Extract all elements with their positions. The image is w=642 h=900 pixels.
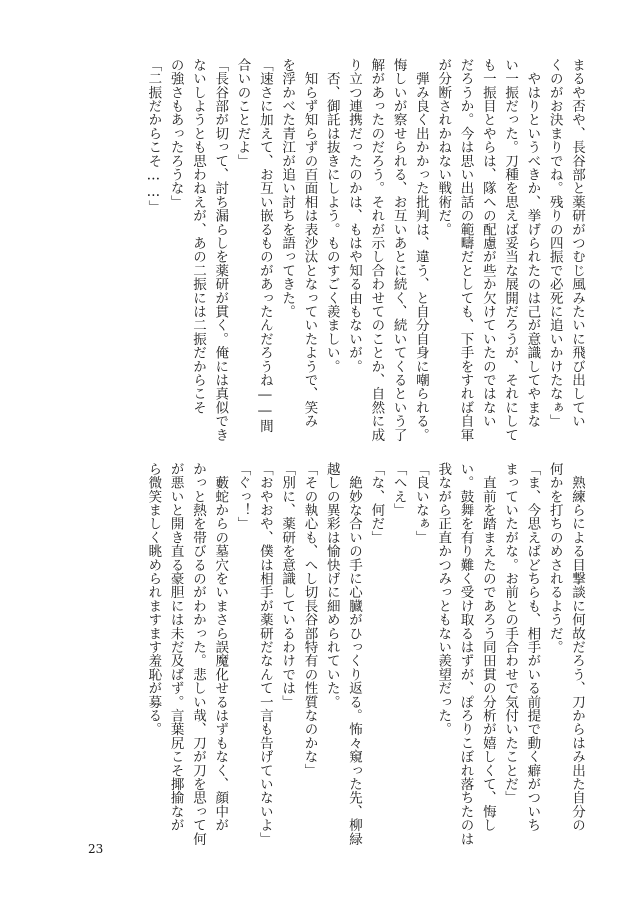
text-column: まっていたがな。お前との手合わせで気付いたことだ」 (502, 462, 519, 805)
upper-text-block (142, 58, 588, 442)
text-column: 越しの異彩は愉快げに細められていた。 (323, 462, 340, 709)
text-column: 「良いなぁ」 (412, 462, 429, 545)
text-column: も一振目とやらは、隊への配慮が些か欠けていたのではない (479, 58, 496, 428)
page-number: 23 (88, 842, 104, 856)
text-column: 直前を踏まえたのであろう同田貫の分析が嬉しくて、悔し (479, 462, 496, 832)
text-column: 弾み良く出かかった批判は、違う、と自分自身に嘲られる。 (412, 58, 429, 442)
text-column: 我ながら正直かつみっともない羨望だった。 (435, 462, 452, 736)
text-column: り立つ連携だったのかは、もはや知る由もないが。 (346, 58, 363, 374)
text-column: の強さもあったろうな」 (167, 58, 184, 209)
text-column: 知らず知らずの百面相は表沙汰となっていたようで、笑み (301, 58, 318, 428)
text-column: まるや否や、長谷部と薬研がつむじ風みたいに飛び出してい (569, 58, 585, 428)
text-column: やはりというべきか、挙げられたのは己が意識してやまな (524, 58, 541, 428)
text-column: くのがお決まりでね。残りの四振で必死に追いかけたなぁ」 (546, 58, 563, 428)
text-column: 解があったのだろう。それが示し合わせてのことか、自然に成 (368, 58, 385, 442)
text-column: ないしようとも思わねえが、あの二振には二振だからこそ (189, 58, 206, 415)
text-column: が悪いと開き直る豪胆には未だ及ばず。言葉尻こそ揶揄なが (167, 462, 184, 832)
text-column: 熟練らによる目撃談に何故だろう、刀からはみ出た自分の (569, 462, 585, 832)
text-column: 「な、何だ」 (368, 462, 385, 545)
text-column: ら微笑ましく眺められますます羞恥が募る。 (145, 462, 162, 736)
lower-text-block (142, 462, 588, 846)
text-column: 「速さに加えて、お互い嵌るものがあったんだろうね――間 (256, 58, 273, 433)
text-column: 「おやおや、僕は相手が薬研だなんて一言も告げていないよ」 (256, 462, 273, 846)
text-column: い一振だった。刀種を思えば妥当な展開だろうが、それにして (502, 58, 519, 442)
text-column: い。鼓舞を有り難く受け取るはずが、ぽろりこぼれ落ちたのは (457, 462, 474, 846)
text-column: 合いのことだよ」 (234, 58, 251, 168)
text-column: かっと熱を帯びるのがわかった。悲しい哉、刀が刀を思って何 (189, 462, 206, 846)
text-column: を浮かべた青江が追い討ちを語ってきた。 (279, 58, 296, 319)
text-column: 否、御託は抜きにしよう。ものすごく羨ましい。 (323, 58, 340, 374)
text-column: 絶妙な合いの手に心臓がひっくり返る。怖々窺った先、柳緑 (346, 462, 363, 846)
text-column: だろうか。今は思い出話の範疇だとしても、下手をすれば自軍 (457, 58, 474, 442)
text-column: 「長谷部が切って、討ち漏らしを薬研が貫く。俺には真似でき (212, 58, 229, 442)
text-column: 「ぐっ！」 (234, 462, 251, 531)
text-column: 藪蛇からの墓穴をいまさら誤魔化せるはずもなく、顔中が (212, 462, 229, 832)
text-column: 「へえ」 (390, 462, 407, 517)
text-column: 「二振だからこそ……」 (145, 58, 162, 214)
text-column: 「別に、薬研を意識しているわけでは」 (279, 462, 296, 709)
text-column: が分断されかねない戦術だ。 (435, 58, 452, 237)
text-column: 何かを打ちのめされるようだ。 (546, 462, 563, 654)
text-column: 「その執心も、へし切長谷部特有の性質なのかな」 (301, 462, 318, 778)
text-column: 悔しいが察せられる、お互いあとに続く、続いてくるという了 (390, 58, 407, 442)
text-column: 「ま、今思えばどちらも、相手がいる前提で動く癖がついち (524, 462, 541, 832)
